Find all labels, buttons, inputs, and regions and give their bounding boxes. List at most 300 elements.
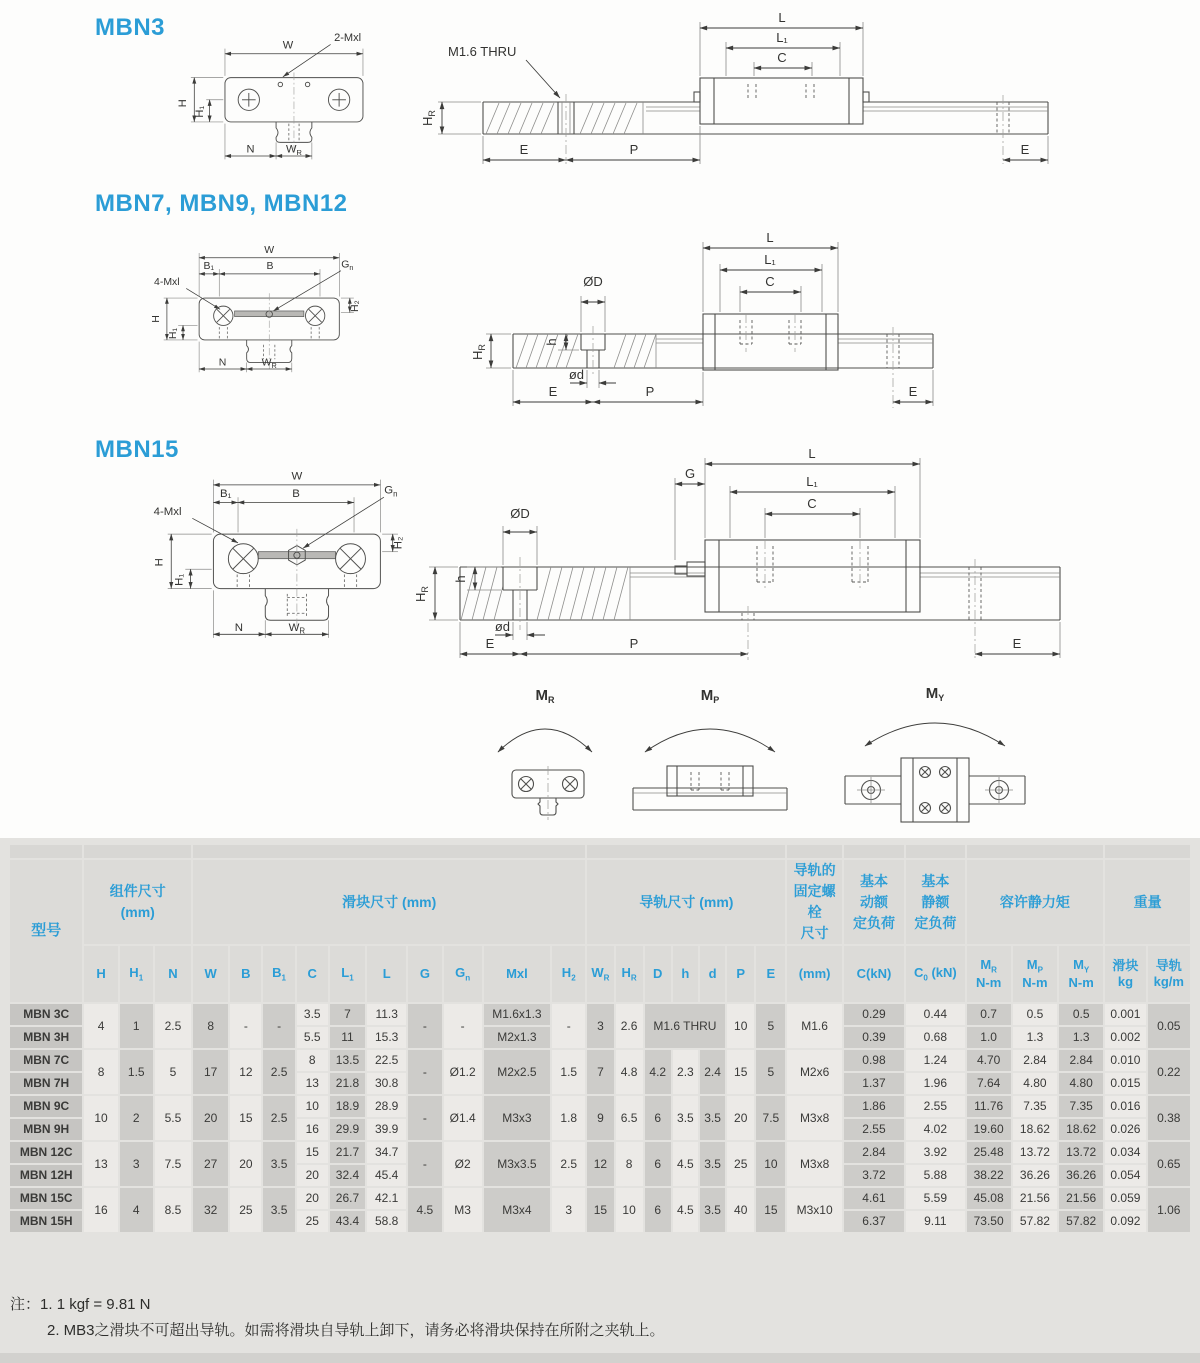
cell-CkN: 0.39 [844, 1027, 904, 1048]
cell-Gn: M3 [444, 1188, 482, 1232]
cell-MP: 21.56 [1013, 1188, 1057, 1209]
cell-MP: 36.26 [1013, 1165, 1057, 1186]
cell-MR: 73.50 [967, 1211, 1011, 1232]
cell-bolt: M3x8 [787, 1142, 841, 1186]
cell-W: 17 [193, 1050, 228, 1094]
cell-H: 16 [84, 1188, 117, 1232]
header-col-9: G [408, 946, 441, 1002]
model-cell: MBN 12C [10, 1142, 82, 1163]
cell-MR: 45.08 [967, 1188, 1011, 1209]
cell-D: 4.2 [645, 1050, 671, 1094]
cell-kg: 0.010 [1105, 1050, 1145, 1071]
cell-E: 10 [756, 1142, 785, 1186]
cell-L1: 21.8 [330, 1073, 365, 1094]
header-col-4: B [230, 946, 261, 1002]
cell-CkN: 0.98 [844, 1050, 904, 1071]
dim-label-hr: $H_R$ [413, 586, 430, 602]
cell-Gn: Ø2 [444, 1142, 482, 1186]
cell-WR: 7 [587, 1050, 613, 1094]
dim-label-e-left: E [548, 384, 558, 399]
cell-L: 45.4 [367, 1165, 406, 1186]
dim-label-hole-h: h [544, 338, 559, 346]
header-col-26: 滑块 kg [1105, 946, 1145, 1002]
cell-h: 4.5 [673, 1142, 698, 1186]
cell-Mxl: M2x2.5 [484, 1050, 550, 1094]
dim-label-hr: $H_R$ [470, 344, 487, 360]
cell-CkN: 4.61 [844, 1188, 904, 1209]
moment-mr-diagram [488, 684, 608, 824]
header-col-24: $M_P$ N-m [1013, 946, 1057, 1002]
cell-L: 15.3 [367, 1027, 406, 1048]
model-cell: MBN 3C [10, 1004, 82, 1025]
footnote-line1: 1. 1 kgf = 9.81 N [40, 1296, 151, 1313]
cell-W: 27 [193, 1142, 228, 1186]
cell-N: 8.5 [155, 1188, 191, 1232]
cell-MY: 57.82 [1059, 1211, 1103, 1232]
cell-C: 8 [297, 1050, 328, 1071]
footnotes [10, 1292, 665, 1345]
cell-L1: 43.4 [330, 1211, 365, 1232]
cell-L1: 26.7 [330, 1188, 365, 1209]
cell-kg: 0.002 [1105, 1027, 1145, 1048]
dim-label-l1: L₁ [806, 474, 818, 489]
dim-label-c: C [807, 496, 817, 511]
cell-H1: 1.5 [120, 1050, 153, 1094]
cell-C0kN: 1.96 [906, 1073, 964, 1094]
header-col-16: h [673, 946, 698, 1002]
cell-L1: 18.9 [330, 1096, 365, 1117]
cell-MR: 4.70 [967, 1050, 1011, 1071]
mbn7-cross-section-drawing [112, 232, 362, 373]
header-col-27: 导轨 kg/m [1148, 946, 1190, 1002]
cell-MR: 7.64 [967, 1073, 1011, 1094]
dim-label-wr: $W_R$ [285, 143, 302, 158]
cell-rail: 1.06 [1148, 1188, 1190, 1232]
cell-L1: 21.7 [330, 1142, 365, 1163]
cell-MY: 4.80 [1059, 1073, 1103, 1094]
header-model: 型号 [10, 860, 82, 1002]
cell-H2: 3 [552, 1188, 585, 1232]
cell-C: 10 [297, 1096, 328, 1117]
cell-kg: 0.016 [1105, 1096, 1145, 1117]
model-cell: MBN 12H [10, 1165, 82, 1186]
header-col-20: (mm) [787, 946, 841, 1002]
cell-d: 3.5 [700, 1188, 725, 1232]
dim-label-h1: H₁ [167, 327, 179, 340]
cell-C: 3.5 [297, 1004, 328, 1025]
moment-label-mr: $M_R$ [535, 687, 555, 705]
table-row [10, 1050, 1190, 1071]
cell-WR: 12 [587, 1142, 613, 1186]
cell-kg: 0.034 [1105, 1142, 1145, 1163]
dim-label-p: P [645, 384, 655, 399]
cell-MR: 11.76 [967, 1096, 1011, 1117]
header-col-14: $H_R$ [616, 946, 643, 1002]
cell-MY: 18.62 [1059, 1119, 1103, 1140]
model-cell: MBN 15H [10, 1211, 82, 1232]
dim-label-n: N [234, 621, 244, 634]
cell-Mxl: M3x4 [484, 1188, 550, 1232]
cell-WR: 3 [587, 1004, 613, 1048]
header-group-4: 基本 动额 定负荷 [844, 860, 904, 944]
cell-H2: 1.8 [552, 1096, 585, 1140]
cell-G: - [408, 1142, 441, 1186]
cell-L: 30.8 [367, 1073, 406, 1094]
moment-label-my: $M_Y$ [925, 685, 945, 703]
cell-H: 8 [84, 1050, 117, 1094]
cell-C: 15 [297, 1142, 328, 1163]
table-row [10, 1188, 1190, 1209]
dim-label-h: H [176, 99, 189, 108]
header-group-7: 重量 [1105, 860, 1190, 944]
cell-L1: 29.9 [330, 1119, 365, 1140]
spec-table [8, 843, 1192, 1234]
cell-L1: 7 [330, 1004, 365, 1025]
model-cell: MBN 9C [10, 1096, 82, 1117]
cell-rail: 0.65 [1148, 1142, 1190, 1186]
cell-G: - [408, 1096, 441, 1140]
cell-bolt: M3x10 [787, 1188, 841, 1232]
cell-MP: 0.5 [1013, 1004, 1057, 1025]
cell-bolt: M3x8 [787, 1096, 841, 1140]
edge-cell-1 [84, 845, 191, 858]
table-row [10, 1096, 1190, 1117]
cell-C: 25 [297, 1211, 328, 1232]
cell-B1: 3.5 [263, 1188, 294, 1232]
cell-E: 7.5 [756, 1096, 785, 1140]
dim-label-l1: L₁ [776, 30, 788, 45]
cell-H1: 1 [120, 1004, 153, 1048]
dim-label-4mxl: 4-Mxl [153, 505, 182, 518]
cell-d: 2.4 [700, 1050, 725, 1094]
header-group-5: 基本 静额 定负荷 [906, 860, 964, 944]
cell-E: 15 [756, 1188, 785, 1232]
cell-MP: 13.72 [1013, 1142, 1057, 1163]
cell-D: 6 [645, 1142, 671, 1186]
dim-label-gn: $G_n$ [341, 259, 354, 272]
cell-MP: 57.82 [1013, 1211, 1057, 1232]
cell-B: 25 [230, 1188, 261, 1232]
header-group-2: 导轨尺寸 (mm) [587, 860, 785, 944]
dim-label-c: C [777, 50, 787, 65]
dim-label-l: L [808, 446, 816, 461]
dim-label-l: L [778, 10, 786, 25]
header-col-13: $W_R$ [587, 946, 613, 1002]
mbn3-cross-section-drawing [150, 28, 380, 169]
model-cell: MBN 3H [10, 1027, 82, 1048]
cell-L: 42.1 [367, 1188, 406, 1209]
cell-W: 8 [193, 1004, 228, 1048]
moment-label-mp: $M_P$ [700, 687, 720, 705]
dim-label-dia-d: ØD [510, 506, 530, 521]
footnote-2: 2. MB3之滑块不可超出导轨。如需将滑块自导轨上卸下，请务必将滑块保持在所附之夹轨上。 [47, 1322, 665, 1340]
cell-C: 20 [297, 1165, 328, 1186]
dim-label-b1: B₁ [203, 261, 215, 273]
cell-L: 58.8 [367, 1211, 406, 1232]
cell-C0kN: 1.24 [906, 1050, 964, 1071]
cell-H2: 2.5 [552, 1142, 585, 1186]
cell-C: 20 [297, 1188, 328, 1209]
cell-B: 15 [230, 1096, 261, 1140]
cell-C: 5.5 [297, 1027, 328, 1048]
mbn7-side-view-drawing [470, 226, 948, 416]
dim-label-h: H [150, 315, 162, 323]
cell-CkN: 2.55 [844, 1119, 904, 1140]
cell-Gn: Ø1.4 [444, 1096, 482, 1140]
moment-mp-diagram [625, 684, 795, 824]
section-title-mbn7-9-12: MBN7, MBN9, MBN12 [95, 190, 348, 217]
cell-L1: 13.5 [330, 1050, 365, 1071]
cell-HR: 2.6 [616, 1004, 643, 1048]
header-col-12: $H_2$ [552, 946, 585, 1002]
cell-MY: 1.3 [1059, 1027, 1103, 1048]
dim-label-wr: $W_R$ [261, 357, 277, 371]
header-col-19: E [756, 946, 785, 1002]
cell-bolt: M1.6 [787, 1004, 841, 1048]
header-col-2: N [155, 946, 191, 1002]
cell-Mxl: M1.6x1.3 [484, 1004, 550, 1025]
cell-rail: 0.22 [1148, 1050, 1190, 1094]
dim-label-hr: $H_R$ [420, 110, 437, 126]
cell-N: 5.5 [155, 1096, 191, 1140]
header-group-1: 滑块尺寸 (mm) [193, 860, 585, 944]
cell-N: 7.5 [155, 1142, 191, 1186]
cell-W: 20 [193, 1096, 228, 1140]
dim-label-e-right: E [908, 384, 918, 399]
cell-L: 34.7 [367, 1142, 406, 1163]
dim-label-l: L [766, 230, 774, 245]
cell-H2: 1.5 [552, 1050, 585, 1094]
header-group-3: 导轨的 固定螺栓 尺寸 [787, 860, 841, 944]
dim-label-e-left: E [485, 636, 495, 651]
cell-L: 39.9 [367, 1119, 406, 1140]
cell-B: - [230, 1004, 261, 1048]
cell-Gn: - [444, 1004, 482, 1048]
dim-label-w: W [282, 39, 294, 52]
cell-HR: 10 [616, 1188, 643, 1232]
cell-D: 6 [645, 1096, 671, 1140]
cell-d: 3.5 [700, 1096, 725, 1140]
cell-D: 6 [645, 1188, 671, 1232]
cell-G: 4.5 [408, 1188, 441, 1232]
table-row [10, 1142, 1190, 1163]
header-col-11: Mxl [484, 946, 550, 1002]
cell-kg: 0.059 [1105, 1188, 1145, 1209]
cell-MP: 2.84 [1013, 1050, 1057, 1071]
dim-label-b1: B₁ [219, 488, 232, 501]
cell-kg: 0.054 [1105, 1165, 1145, 1186]
cell-MY: 21.56 [1059, 1188, 1103, 1209]
section-title-mbn3: MBN3 [95, 14, 166, 41]
cell-d: 3.5 [700, 1142, 725, 1186]
cell-E: 5 [756, 1050, 785, 1094]
cell-h: 3.5 [673, 1096, 698, 1140]
model-cell: MBN 15C [10, 1188, 82, 1209]
header-group-6: 容许静力矩 [967, 860, 1104, 944]
cell-L: 28.9 [367, 1096, 406, 1117]
model-cell: MBN 7H [10, 1073, 82, 1094]
header-col-0: H [84, 946, 117, 1002]
cell-HR: 4.8 [616, 1050, 643, 1094]
dim-label-e-right: E [1020, 142, 1030, 157]
cell-H1: 4 [120, 1188, 153, 1232]
dim-label-4mxl: 4-Mxl [154, 277, 180, 289]
cell-Mxl: M3x3 [484, 1096, 550, 1140]
header-col-10: $G_n$ [444, 946, 482, 1002]
cell-MP: 7.35 [1013, 1096, 1057, 1117]
dim-label-dia-d: ØD [583, 274, 603, 289]
cell-MR: 0.7 [967, 1004, 1011, 1025]
cell-MR: 1.0 [967, 1027, 1011, 1048]
cell-CkN: 1.37 [844, 1073, 904, 1094]
edge-cell-7 [967, 845, 1104, 858]
mbn15-side-view-drawing [415, 442, 1075, 667]
dim-label-thread: M1.6 THRU [448, 44, 517, 59]
cell-HR: 6.5 [616, 1096, 643, 1140]
cell-CkN: 6.37 [844, 1211, 904, 1232]
cell-B1: 2.5 [263, 1096, 294, 1140]
cell-CkN: 2.84 [844, 1142, 904, 1163]
dim-label-n: N [218, 357, 227, 369]
cell-B1: - [263, 1004, 294, 1048]
cell-MY: 36.26 [1059, 1165, 1103, 1186]
edge-cell-2 [193, 845, 585, 858]
edge-cell-3 [587, 845, 785, 858]
cell-P: 15 [727, 1050, 754, 1094]
cell-E: 5 [756, 1004, 785, 1048]
dim-label-b: B [292, 488, 300, 501]
header-col-7: $L_1$ [330, 946, 365, 1002]
dim-label-e-right: E [1012, 636, 1022, 651]
cell-kg: 0.001 [1105, 1004, 1145, 1025]
header-col-22: $C_0$ (kN) [906, 946, 964, 1002]
spec-table-wrap [8, 843, 1192, 1234]
dim-label-2mxl: 2-Mxl [334, 32, 362, 44]
moment-my-diagram [835, 682, 1035, 824]
cell-W: 32 [193, 1188, 228, 1232]
section-title-mbn15: MBN15 [95, 436, 179, 463]
hatch-left [486, 103, 637, 134]
cell-MR: 19.60 [967, 1119, 1011, 1140]
cell-rail: 0.38 [1148, 1096, 1190, 1140]
mbn15-cross-section-drawing [115, 455, 405, 644]
edge-cell-8 [1105, 845, 1190, 858]
cell-HR: 8 [616, 1142, 643, 1186]
cell-C0kN: 0.68 [906, 1027, 964, 1048]
header-col-21: C(kN) [844, 946, 904, 1002]
cell-N: 2.5 [155, 1004, 191, 1048]
cell-L: 11.3 [367, 1004, 406, 1025]
cell-CkN: 0.29 [844, 1004, 904, 1025]
dim-label-h1: H₁ [173, 573, 186, 586]
cell-B: 20 [230, 1142, 261, 1186]
footnote-1 [10, 1292, 665, 1318]
dim-label-dia-d-small: ød [568, 367, 584, 382]
header-col-5: $B_1$ [263, 946, 294, 1002]
cell-C0kN: 0.44 [906, 1004, 964, 1025]
cell-H1: 3 [120, 1142, 153, 1186]
cell-H: 4 [84, 1004, 117, 1048]
cell-C0kN: 3.92 [906, 1142, 964, 1163]
cell-C: 13 [297, 1073, 328, 1094]
header-col-1: $H_1$ [120, 946, 153, 1002]
cell-Mxl: M2x1.3 [484, 1027, 550, 1048]
cell-WR: 9 [587, 1096, 613, 1140]
cell-bolt: M2x6 [787, 1050, 841, 1094]
cell-C0kN: 5.88 [906, 1165, 964, 1186]
dim-label-e-left: E [519, 142, 529, 157]
cell-P: 40 [727, 1188, 754, 1232]
dim-label-dia-d-small: ød [494, 619, 510, 634]
dim-label-h2: H₂ [349, 300, 361, 312]
header-col-8: L [367, 946, 406, 1002]
cell-Dhd: M1.6 THRU [645, 1004, 725, 1048]
cell-CkN: 3.72 [844, 1165, 904, 1186]
cell-MY: 7.35 [1059, 1096, 1103, 1117]
dim-label-p: P [629, 142, 639, 157]
header-group-0: 组件尺寸 (mm) [84, 860, 191, 944]
model-cell: MBN 9H [10, 1119, 82, 1140]
edge-cell-4 [787, 845, 841, 858]
cell-C0kN: 4.02 [906, 1119, 964, 1140]
cell-C0kN: 5.59 [906, 1188, 964, 1209]
mbn3-side-view-drawing [408, 4, 1058, 174]
cell-MY: 0.5 [1059, 1004, 1103, 1025]
cell-L: 22.5 [367, 1050, 406, 1071]
cell-H1: 2 [120, 1096, 153, 1140]
edge-cell-0 [10, 845, 82, 858]
cell-P: 20 [727, 1096, 754, 1140]
edge-cell-5 [844, 845, 904, 858]
cell-C0kN: 2.55 [906, 1096, 964, 1117]
model-cell: MBN 7C [10, 1050, 82, 1071]
cell-MY: 13.72 [1059, 1142, 1103, 1163]
dim-label-n: N [246, 143, 255, 156]
header-col-25: $M_Y$ N-m [1059, 946, 1103, 1002]
cell-B: 12 [230, 1050, 261, 1094]
cell-WR: 15 [587, 1188, 613, 1232]
footnote-prefix: 注： [10, 1296, 41, 1313]
dim-label-h2: H₂ [392, 536, 405, 550]
page-bottom-strip [0, 1353, 1200, 1363]
cell-Mxl: M3x3.5 [484, 1142, 550, 1186]
cell-h: 2.3 [673, 1050, 698, 1094]
cell-P: 25 [727, 1142, 754, 1186]
cell-L1: 11 [330, 1027, 365, 1048]
cell-H2: - [552, 1004, 585, 1048]
cell-MP: 4.80 [1013, 1073, 1057, 1094]
dim-label-g: G [684, 466, 696, 481]
header-col-18: P [727, 946, 754, 1002]
cell-MR: 38.22 [967, 1165, 1011, 1186]
dim-label-w: W [291, 470, 303, 483]
header-col-17: d [700, 946, 725, 1002]
cell-P: 10 [727, 1004, 754, 1048]
dim-label-c: C [765, 274, 775, 289]
cell-H: 10 [84, 1096, 117, 1140]
edge-cell-6 [906, 845, 964, 858]
cell-MP: 18.62 [1013, 1119, 1057, 1140]
dim-label-h1: H₁ [193, 105, 206, 118]
cell-L1: 32.4 [330, 1165, 365, 1186]
cell-Gn: Ø1.2 [444, 1050, 482, 1094]
header-col-3: W [193, 946, 228, 1002]
dim-label-p: P [629, 636, 639, 651]
cell-kg: 0.026 [1105, 1119, 1145, 1140]
dim-label-wr: $W_R$ [288, 621, 306, 636]
cell-h: 4.5 [673, 1188, 698, 1232]
dim-label-h: H [153, 558, 166, 567]
